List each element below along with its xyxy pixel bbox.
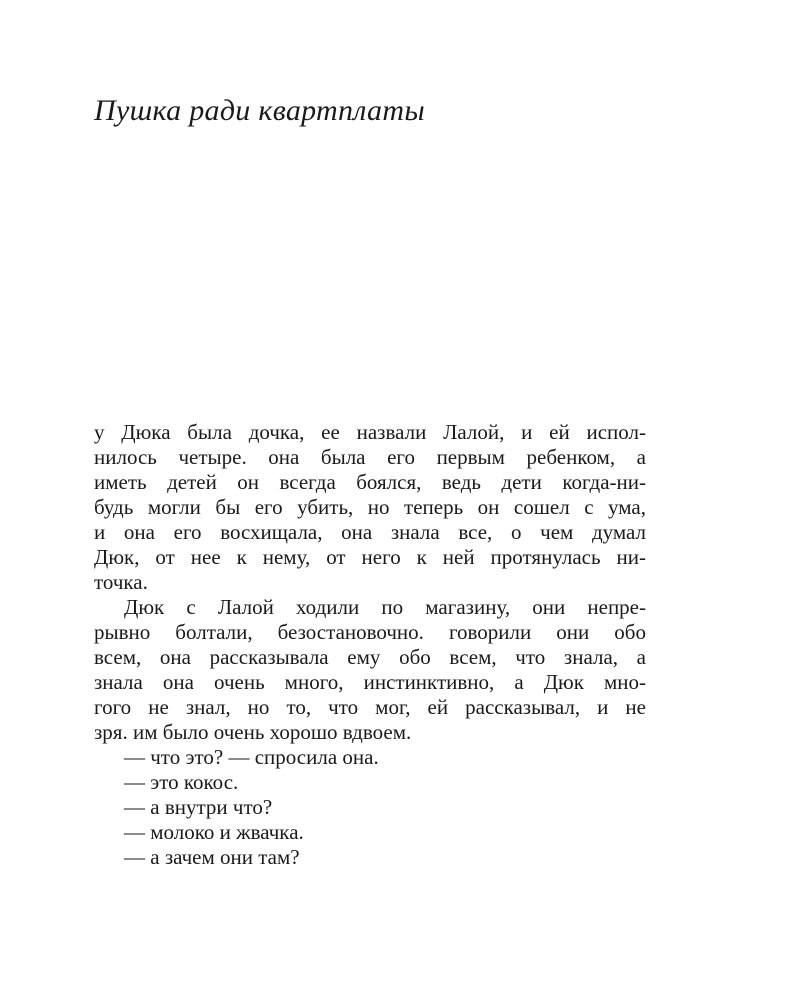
text-line: всем, она рассказывала ему обо всем, что знала, а xyxy=(94,645,646,669)
text-line: зря. им было очень хорошо вдвоем. xyxy=(94,720,412,744)
text-line: гого не знал, но то, что мог, ей рассказывал, и не xyxy=(94,695,646,719)
dialogue-line: — молоко и жвачка. xyxy=(124,820,304,844)
text-line: Дюк, от нее к нему, от него к ней протянулась ни- xyxy=(94,545,646,569)
text-line: Дюк с Лалой ходили по магазину, они непре- xyxy=(124,595,646,619)
text-line: и она его восхищала, она знала все, о чем думал xyxy=(94,520,646,544)
dialogue-line: — что это? — спросила она. xyxy=(124,745,379,769)
dialogue-line: — это кокос. xyxy=(124,770,239,794)
text-line: точка. xyxy=(94,570,148,594)
text-line: будь могли бы его убить, но теперь он сошел с ума, xyxy=(94,495,646,519)
text-line: рывно болтали, безостановочно. говорили они обо xyxy=(94,620,646,644)
page-title: Пушка ради квартплаты xyxy=(94,94,425,127)
text-line: знала она очень много, инстинктивно, а Дюк мно- xyxy=(94,670,646,694)
body-text xyxy=(94,420,646,870)
dialogue-line: — а зачем они там? xyxy=(124,845,300,869)
text-line: нилось четыре. она была его первым ребенком, а xyxy=(94,445,646,469)
text-line: у Дюка была дочка, ее назвали Лалой, и ей испол- xyxy=(94,420,646,444)
dialogue-line: — а внутри что? xyxy=(124,795,273,819)
text-line: иметь детей он всегда боялся, ведь дети когда-ни- xyxy=(94,470,646,494)
